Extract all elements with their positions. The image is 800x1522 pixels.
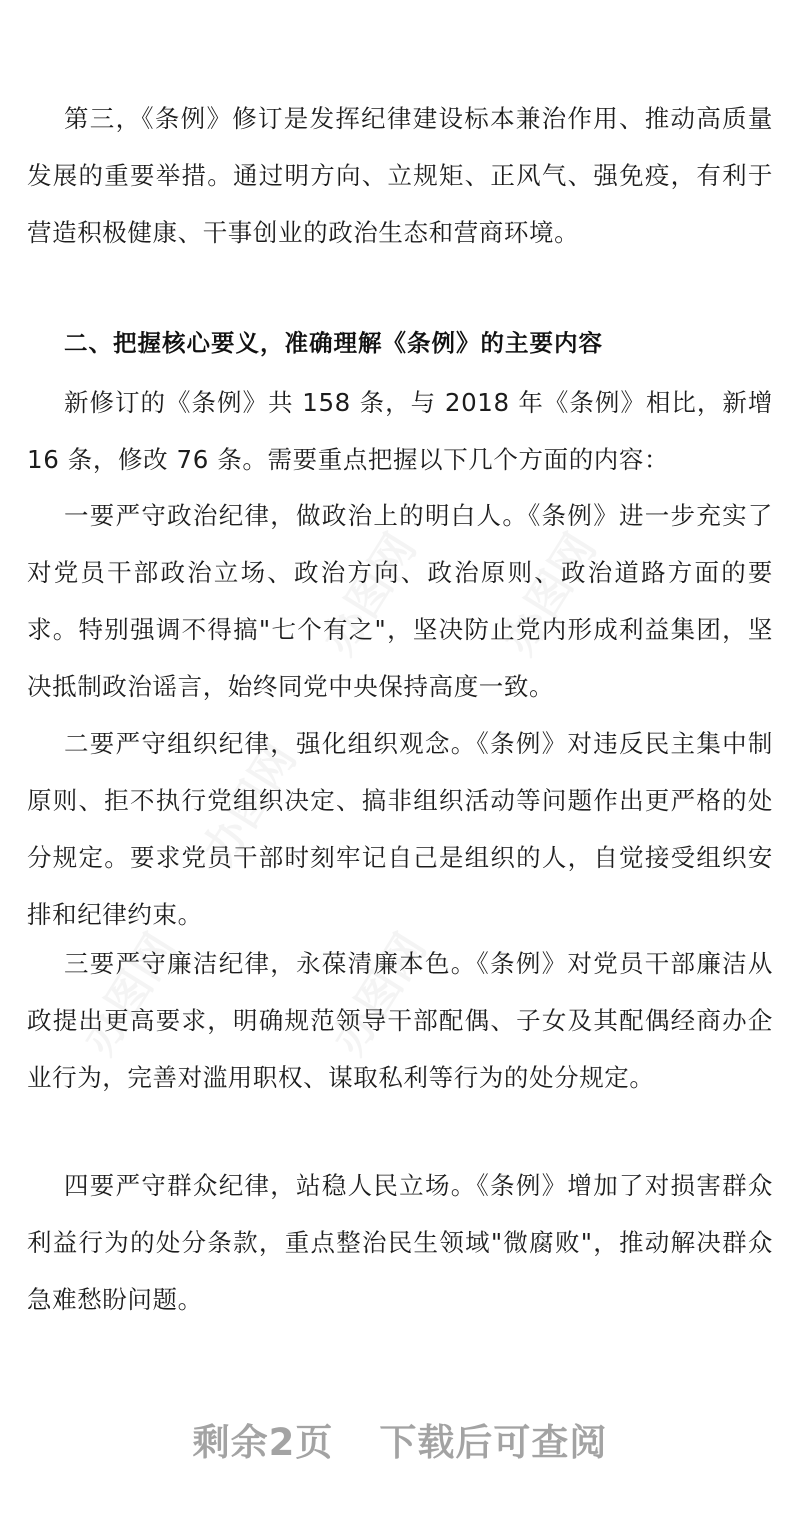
remaining-pages-label: 剩余2页 [192,1421,334,1464]
paragraph-integrity-discipline: 三要严守廉洁纪律，永葆清廉本色。《条例》对党员干部廉洁从政提出更高要求，明确规范领导干部配偶、子女及其配偶经商办企业行为，完善对滥用职权、谋取私利等行为的处分规定。 [27,949,773,1092]
download-prompt[interactable] [0,1412,800,1466]
paragraph-mass-discipline: 四要严守群众纪律，站稳人民立场。《条例》增加了对损害群众利益行为的处分条款，重点整治民生领域"微腐败"，推动解决群众急难愁盼问题。 [27,1171,773,1314]
paragraph-political-discipline: 一要严守政治纪律，做政治上的明白人。《条例》进一步充实了对党员干部政治立场、政治方向、政治原则、政治道路方面的要求。特别强调不得搞"七个有之"，坚决防止党内形成利益集团，坚决抵制政治谣言，始终同党中央保持高度一致。 [27,501,773,701]
paragraph-organizational-discipline: 二要严守组织纪律，强化组织观念。《条例》对违反民主集中制原则、拒不执行党组织决定、搞非组织活动等问题作出更严格的处分规定。要求党员干部时刻牢记自己是组织的人，自觉接受组织安排和纪律约束。 [27,729,773,929]
section-heading: 二、把握核心要义，准确理解《条例》的主要内容 [64,329,603,357]
download-hint-label: 下载后可查阅 [379,1421,608,1464]
paragraph-intro: 新修订的《条例》共 158 条，与 2018 年《条例》相比，新增 16 条，修改 76 条。需要重点把握以下几个方面的内容： [27,388,773,474]
paragraph-third-point: 第三，《条例》修订是发挥纪律建设标本兼治作用、推动高质量发展的重要举措。通过明方向、立规矩、正风气、强免疫，有利于营造积极健康、干事创业的政治生态和营商环境。 [27,104,773,247]
